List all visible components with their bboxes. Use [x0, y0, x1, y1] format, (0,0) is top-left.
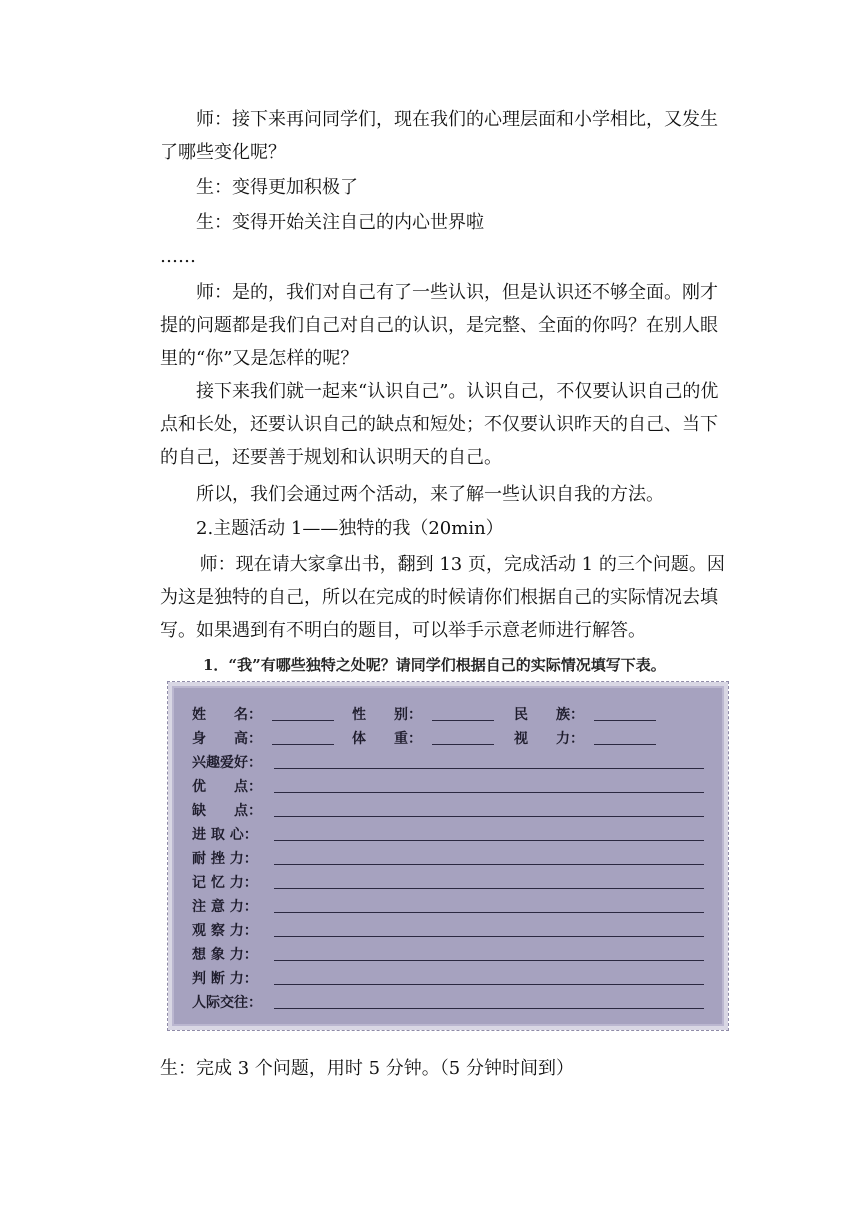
worksheet-field-row: [192, 896, 704, 918]
label-ethnicity: 民 族：: [514, 707, 584, 723]
blank-name: [272, 720, 334, 721]
blank-line: [274, 816, 704, 817]
worksheet-field-row: [192, 776, 704, 798]
blank-vision: [594, 744, 656, 745]
blank-line: [274, 936, 704, 937]
worksheet-field-row: [192, 848, 704, 870]
label-judgment: 判 断 力：: [192, 971, 258, 987]
blank-gender: [432, 720, 494, 721]
paragraph-methods: 所以，我们会通过两个活动，来了解一些认识自我的方法。: [196, 484, 664, 505]
label-imagination: 想 象 力：: [192, 947, 258, 963]
label-weight: 体 重：: [352, 731, 422, 747]
worksheet-field-row: [192, 872, 704, 894]
blank-line: [274, 960, 704, 961]
worksheet-field-row: [192, 752, 704, 774]
paragraph-teacher-question: 师：接下来再问同学们，现在我们的心理层面和小学相比，又发生了哪些变化呢？: [160, 109, 718, 163]
worksheet-field-row: [192, 968, 704, 990]
blank-line: [274, 768, 704, 769]
label-social: 人际交往：: [192, 995, 262, 1011]
blank-line: [274, 1008, 704, 1009]
blank-height: [272, 744, 334, 745]
blank-line: [274, 888, 704, 889]
label-hobbies: 兴趣爱好：: [192, 755, 262, 771]
label-ambition: 进 取 心：: [192, 827, 258, 843]
paragraph-ellipsis: ……: [160, 246, 196, 267]
paragraph-student-answer-1: 生：变得更加积极了: [196, 177, 358, 198]
blank-line: [274, 912, 704, 913]
paragraph-closing: 生：完成 3 个问题，用时 5 分钟。（5 分钟时间到）: [160, 1058, 574, 1079]
worksheet-row-basic-2: [192, 728, 704, 750]
label-attention: 注 意 力：: [192, 899, 258, 915]
worksheet-figure: [168, 682, 728, 1030]
paragraph-know-yourself: 接下来我们就一起来“认识自己”。认识自己，不仅要认识自己的优点和长处，还要认识自己的缺点和短处；不仅要认识昨天的自己、当下的自己，还要善于规划和认识明天的自己。: [160, 381, 719, 468]
section-heading-activity-1: 2.主题活动 1——独特的我（20min）: [196, 518, 504, 539]
blank-ethnicity: [594, 720, 656, 721]
label-resilience: 耐 挫 力：: [192, 851, 258, 867]
label-weaknesses: 缺 点：: [192, 803, 262, 819]
worksheet-field-row: [192, 920, 704, 942]
figure-caption: 1．“我”有哪些独特之处呢？请同学们根据自己的实际情况填写下表。: [203, 656, 666, 674]
paragraph-teacher-reply: 师：是的，我们对自己有了一些认识，但是认识还不够全面。刚才提的问题都是我们自己对自己的认识，是完整、全面的你吗？在别人眼里的“你”又是怎样的呢？: [160, 282, 718, 369]
worksheet-field-row: [192, 992, 704, 1014]
label-height: 身 高：: [192, 731, 262, 747]
blank-line: [274, 792, 704, 793]
worksheet-field-row: [192, 944, 704, 966]
blank-weight: [432, 744, 494, 745]
worksheet-field-row: [192, 800, 704, 822]
worksheet-row-basic-1: [192, 704, 704, 726]
blank-line: [274, 864, 704, 865]
label-memory: 记 忆 力：: [192, 875, 258, 891]
blank-line: [274, 840, 704, 841]
label-name: 姓 名：: [192, 707, 262, 723]
paragraph-student-answer-2: 生：变得开始关注自己的内心世界啦: [196, 212, 484, 233]
label-observation: 观 察 力：: [192, 923, 258, 939]
paragraph-teacher-instructions: 师：现在请大家拿出书，翻到 13 页，完成活动 1 的三个问题。因为这是独特的自己，所以在完成的时候请你们根据自己的实际情况去填写。如果遇到有不明白的题目，可以举手示意老师进行解答。: [160, 554, 725, 641]
blank-line: [274, 984, 704, 985]
label-strengths: 优 点：: [192, 779, 262, 795]
label-vision: 视 力：: [514, 731, 584, 747]
worksheet-field-row: [192, 824, 704, 846]
label-gender: 性 别：: [352, 707, 422, 723]
